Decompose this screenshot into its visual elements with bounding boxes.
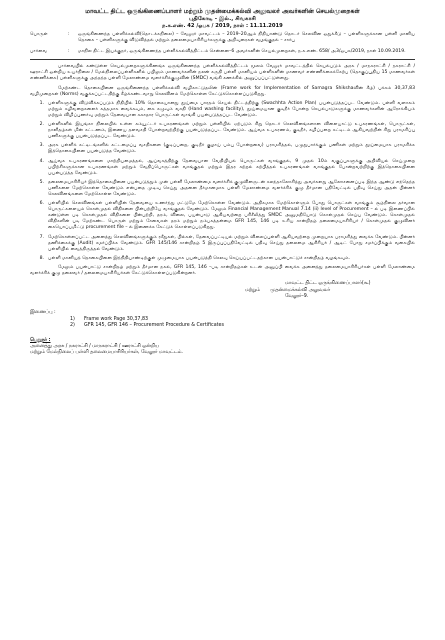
reference-label: பார்வை bbox=[30, 49, 47, 55]
list-item-number: 4. bbox=[39, 158, 44, 164]
recipients-line: அனைத்து அரசு / நகராட்சி / மாநகராட்சி / ஊராட்சி ஒன்றிய bbox=[30, 343, 160, 349]
subject-label: பொருள் bbox=[30, 32, 48, 37]
divider bbox=[30, 59, 415, 60]
header-reference-number: ந.க.எண். 42 /ஒபக / 2019, நாள் : 11.11.2019 bbox=[162, 23, 283, 29]
list-item-text: தலைமையாசிரியர் இத்தொகையினை பயன்படுத்தும் முன் பள்ளி மேலாண்மை வளர்ச்சிக் குழுவினருடன் கலந்தாலோசித்து அவர்களது ஆலோசனைப்படி இந்த ஆண்டு எந்தெந்த பணிகளை மேற்கொள்ள வேண்டும் என்பதை முடிவு செய்து அதனை தீர்மானமாக பள்ளி மேலாண்மை வளர்ச்சிக் குழு தீர்மான பதிவேட்டில் பதிவு செய்து அதன் பின்னர் செலவினங்களை மேற்கொள்ள வேண்டும். bbox=[48, 179, 415, 197]
reference-separator: : bbox=[68, 49, 70, 55]
list-item bbox=[30, 201, 415, 231]
enclosures-block bbox=[30, 310, 415, 329]
subject-block bbox=[30, 32, 415, 44]
recipients-line: மற்றும் மேல்நிலைப் பள்ளி தலைமையாசிரியர்கள், வேலூர் மாவட்டம். bbox=[30, 350, 183, 356]
list-item-number: 5. bbox=[39, 179, 44, 185]
list-item bbox=[30, 159, 415, 177]
signature-prefix: மற்றும் bbox=[245, 287, 260, 293]
list-item-text: பள்ளிகளுக்கு விடுவிக்கப்படும் நிதியில் 10% தொகையானது தூய்மை பாரதம் செயல் திட்டத்திற்கு (Swachhta Action Plan) பயன்படுத்தப்பட வேண்டும். பள்ளி வளாகம் மற்றும் கழிவறைகளைச் சுத்தமாக வைக்கவும், கை கழுவும் வசதி (Hand washing facility), தூய்மையான குடிநீர் போன்ற செயல்பாடுகளுக்கு மாணவர்களின் ஆரோக்கியம் மற்றும் விழிப்புணர்வு மற்றும் தேவையான சுகாதார பொருட்கள் வாங்கி பயன்படுத்தப்பட வேண்டும். bbox=[48, 100, 415, 118]
list-item-number: 2. bbox=[39, 122, 44, 128]
header-title: மாவட்ட திட்ட ஒருங்கிணைப்பாளர் மற்றும் முதன்மைக்கல்வி அலுவலர் அவர்களின் செயல்முறைகள் bbox=[85, 8, 360, 15]
list-item-number: 3. bbox=[39, 143, 44, 149]
enclosures-label: இணைப்பு : bbox=[30, 310, 56, 316]
enclosure-number: 2) bbox=[70, 323, 75, 329]
list-item-text: ஆய்வக உபகரணங்களை மாற்றியமைத்தல், ஆய்வகத்திற்கு தேவையான வேதியியல் பொருட்கள் வாங்குதல், 9 முதல் 10ம் வகுப்புகளுக்கு அறிவியல் செய்முறை பயிற்சிகளுக்கான உபகரணங்கள் மற்றும் வேதிப்பொருட்கள் வாங்குதல் மற்றும் இதர கற்றல் கற்பித்தல் உபகரணங்கள் வாங்குதல் போன்றவற்றிற்கு இத்தொகையினை பயன்படுத்த வேண்டும். bbox=[48, 158, 415, 176]
list-item bbox=[30, 101, 415, 119]
list-item-number: 7. bbox=[39, 234, 44, 240]
instruction-list bbox=[30, 101, 415, 262]
list-item-text: மேற்கொள்ளப்பட்ட அனைத்து செலவினங்களுக்கும் ரசீதுகள், பில்கள், தேவைப்பட்டியல் மற்றும் விலைப்புள்ளி ஆகியவற்றை முறையாக பராமரித்து வைக்க வேண்டும். பின்னர் தணிக்கைக்கு (Audit) சமர்ப்பிக்க வேண்டும். GFR 145/146 சான்றிதழ் 5 இருப்புப்பதிவேட்டில் பதிவு செய்து தலைமை ஆசிரியர் / ஆடிட் போது சமர்ப்பிக்கும் வகையில் பள்ளியில் வைத்திருத்தல் வேண்டும். bbox=[48, 234, 415, 252]
list-item-text: பள்ளிகளில் இயங்கா நிலையில் உள்ள கம்யூட்டர் உபகரணங்கள் மற்றும் பள்ளியில் ஏற்படும் சிறு தொடர் செலவினங்களான விளையாட்டு உபகரணங்கள், பொருட்கள், நாளிதழ்கள் மின் கட்டணம், இணைய தளவசதி போன்றவற்றிற்கு பயன்படுத்தப்பட வேண்டும். ஆய்வக உபகரணம், குடிநீர், கழிப்பறை கட்டிடம் ஆகியவற்றின் சிறு பராமரிப்பு பணிகளுக்கு பயன்படுத்தப்பட வேண்டும். bbox=[48, 122, 415, 140]
list-item bbox=[30, 143, 415, 155]
enclosure-text: GFR 145, GFR 146 – Procurement Procedure & Certificates bbox=[84, 323, 224, 329]
list-item-number: 6. bbox=[39, 201, 44, 207]
framework-paragraph: மேற்கண்ட தொகையினை ஒருங்கிணைந்த பள்ளிக்கல்வி வழிகாட்டுதலின் (Frame work for Implementation of Samagra Shikshaவின் கீழ்) பக்கம் 30,37,83 வழிமுறைகள் (Norms) வகுக்கப்பட்டதிற்கு கீழ்க்கண்டவாறு செலவினம் மேற்கொள்ள கேட்டுக்கொள்ளப்படுகிறது. bbox=[30, 85, 415, 97]
signature-block bbox=[245, 281, 415, 300]
recipients-label: பெறுநர் : bbox=[30, 337, 51, 343]
list-item-number: 8. bbox=[39, 255, 44, 261]
list-item bbox=[30, 256, 415, 262]
recipients-block bbox=[30, 338, 415, 357]
enclosure-item bbox=[30, 323, 415, 329]
list-item-text: பள்ளியில் செலவினங்கள் பள்ளியின் தேவையை உணர்ந்து மட்டுமே மேற்கொள்ள வேண்டும். அதிகமாக மேற்கொள்ளும் போது பொருட்கள் வாங்கும் சூழ்நிலை தர்வான பொருட்களையும் கொள்முதல் விதிகளை பின்பற்றியே வாங்குதல் வேண்டும். மேலும் Financial Management Manual 7.14 (ii) level of Procurement – ல் படி இணைப்பில் கண்டுள்ள படி கொள்முதல் விதிகளை பின்பற்றி, தரம், விலை, பயன்பாடு ஆகியவற்றை பரிசீலித்து SMDC அனுமதியோடு கொள்முதல் செய்ய வேண்டும். கொள்முதல் விதிகளின் படி மேற்கண்ட பொருள் மற்றும் சேவைகள் தரம் மற்றும் நம்பகத்தன்மை GFR 145, 146 படி உரிய சான்றிதழ் தலைமையாசிரியர் / கொள்முதல் குழுவினர் கையொப்பமிட்டு procurement file – ல் இணைக்க கேட்டுக் கொள்ளப்படுகிறது. bbox=[48, 201, 415, 231]
signature-designation: முதன்மைக்கல்வி அலுவலர் bbox=[270, 287, 330, 293]
closing-paragraph: மேலும் பயன்பாட்டு சான்றிதழ் மற்றும் தீர்மான நகல், GFR 145, 146 –படி சான்றிதழ்கள் உடன் அனுப்பி வைக்க அனைத்து தலைமையாசிரியர்கள் பள்ளி மேலாண்மை வளர்ச்சிக் குழு தலைவர் / தலைமையாசிரியர்கள் கேட்டுக்கொள்ளப்படுகின்றனர். bbox=[30, 264, 415, 276]
enclosure-text: Frame work Page 30,37,83 bbox=[84, 316, 149, 322]
list-item-number: 1. bbox=[39, 100, 44, 106]
intro-paragraph: பார்வையில் கண்டுள்ள செயல்முறைகளுக்கிணங்க ஒருங்கிணைந்த பள்ளிக்கல்வித்திட்டம் மூலம் வேலூர் மாவட்டத்தில் செயல்படும் அரசு / மாநகராட்சி / நகராட்சி / ஊராட்சி ஒன்றிய உயர்நிலை / மேல்நிலைப்பள்ளிகளில் பயிலும் மாணவர்களின் நலன் கருதி பள்ளி மானியம் பள்ளிகளின் மாணவர் எண்ணிக்கைக்கேற்ப (தொகுப்பூதிய 15 மாணவர்கள் எண்ணிக்கை) பள்ளிகளுக்கு அந்தந்த பள்ளி மேலாண்மை வளர்ச்சிக்குழுவின் (SMDC) வங்கி கணக்கில் அனுப்பப்பட்டுள்ளது. bbox=[30, 64, 415, 82]
enclosure-number: 1) bbox=[70, 316, 75, 322]
list-item bbox=[30, 180, 415, 198]
list-item-text: பள்ளி மானியத் தொகையினை இந்நிதியாண்டிற்குள் முழுமையாக பயன்படுத்தி செலவு செய்யப்பட்டதற்கான பயன்பாட்டுச் சான்றிதழ் வழங்கவும். bbox=[48, 255, 351, 261]
signature-place: வேலூர்–9. bbox=[285, 293, 309, 299]
list-item bbox=[30, 122, 415, 140]
subject-separator: : bbox=[68, 32, 70, 37]
list-item bbox=[30, 235, 415, 253]
header-location: புதிகோடி - இல்., சிவகாசி bbox=[189, 16, 256, 22]
reference-block bbox=[30, 49, 415, 55]
signature-title: மாவட்ட திட்ட ஒருங்கிணைப்பாளர்(கூ) bbox=[285, 281, 371, 287]
list-item-text: அரசு பள்ளிக் கட்டிடங்களில் கட்டமைப்பு வசதிகளை (குடிப்பறை, குடிநீர் குழாய் பம்பு போன்றவை) பராமரித்தல், பழுதுபார்க்கும் பணிகள் மற்றும் தூய்மையாக பராமரிக்க இத்தொகையினை பயன்படுத்த வேண்டும். bbox=[48, 143, 415, 155]
subject-text: ஒருங்கிணைந்த பள்ளிக்கல்வி(தொடக்கநிலை) – வேலூர் மாவட்டம் – 2019–20ஆம் நிதியாண்டு தொடர் செலவின ஒதுக்கீடு – பள்ளிகளுக்கான பள்ளி மானிய தொகை – பள்ளிகளுக்கு விடுவித்தல் மற்றும் தலைமையாசிரியர்களுக்கு அறிவுரைகள் வழங்குதல் – சார்பு bbox=[78, 32, 415, 44]
reference-text: மாநில திட்ட இயக்குநர், ஒருங்கிணைந்த பள்ளிக்கல்வித்திட்டம் சென்னை–6 அவர்களின் செயல்முறைகள், ந.க.எண். 658/ அ3/ஒபக/2019, நாள் 10.09.2019. bbox=[78, 49, 406, 55]
